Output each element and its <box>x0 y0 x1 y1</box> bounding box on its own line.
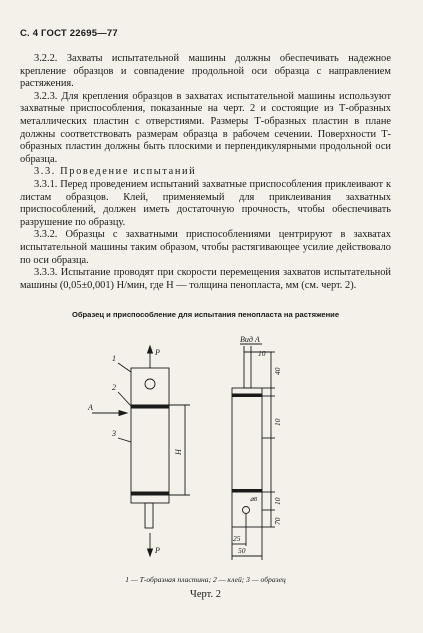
dim-10-mid: 10 <box>273 418 282 426</box>
side-stem-top <box>244 352 251 388</box>
paragraph-3-3-1: 3.3.1. Перед проведением испытаний захватные приспособления приклеивают к листам образцов. Клей, применяемый для приклеивания захватных приспособлений, должен иметь достаточную прочность, чтобы обеспечивать разрушение по образцу. <box>20 178 391 228</box>
view-a-label: Вид А <box>240 335 260 344</box>
glue-bottom <box>131 492 169 495</box>
t-plate-bottom-flange <box>131 495 169 503</box>
dim-70: 70 <box>273 517 282 525</box>
diameter-label: ⌀8 <box>250 496 258 503</box>
a-arrow-label: A <box>88 403 93 412</box>
paragraph-3-2-3: 3.2.3. Для крепления образцов в захватах испытательной машины используют захватные приспособления, показанные на черт. 2 и состоящие из Т-образных металлических пластин с отверстиями. Размеры Т-образных пластин в плане должны соответствовать размерам образца в рабочем сечении. Поверхности Т-образных пластин должны быть плоскими и перпендикулярными продольной оси образца. <box>20 90 391 165</box>
page-header: С. 4 ГОСТ 22695—77 <box>20 28 118 39</box>
side-specimen <box>232 397 262 490</box>
t-plate-bottom-stem <box>145 503 153 528</box>
dim-10-low: 10 <box>273 497 282 505</box>
dim-40: 40 <box>273 367 282 375</box>
dim-25: 25 <box>233 534 241 543</box>
label-2: 2 <box>112 383 116 392</box>
label-1: 1 <box>112 354 116 363</box>
side-view <box>232 335 282 560</box>
front-view <box>87 346 190 556</box>
specimen <box>131 408 169 492</box>
figure-caption: 1 — Т-образная пластина; 2 — клей; 3 — образец <box>125 575 286 584</box>
label-3: 3 <box>112 429 116 438</box>
t-plate-top <box>131 368 169 405</box>
side-flange-top <box>232 388 262 394</box>
side-hole <box>243 507 250 514</box>
figure-title: Образец и приспособление для испытания пенопласта на растяжение <box>71 310 340 319</box>
paragraph-3-3-3: 3.3.3. Испытание проводят при скорости перемещения захватов испытательной машины (0,05±0,001) H/мин, где H — толщина пенопласта, мм (см. черт. 2). <box>20 267 391 291</box>
dim-10-top: 10 <box>258 349 266 358</box>
paragraph-3-3-2: 3.3.2. Образцы с захватными приспособлениями центрируют в захватах испытательной машины таким образом, чтобы растягивающее усилие действовало по оси образца. <box>20 229 391 266</box>
glue-top <box>131 405 169 408</box>
drawing-number: Черт. 2 <box>190 589 221 600</box>
hole-top <box>145 379 155 389</box>
paragraph-3-2-2: 3.2.2. Захваты испытательной машины должны обеспечивать надежное крепление образцов и совпадение продольной оси образца с направлением растяжения. <box>20 53 391 90</box>
dim-50: 50 <box>238 546 246 555</box>
p-label-top: P <box>155 348 160 357</box>
p-label-bottom: P <box>155 546 160 555</box>
h-label: H <box>174 449 183 455</box>
side-plate-bottom <box>232 492 262 527</box>
section-heading-3-3: 3.3. Проведение испытаний <box>34 166 197 178</box>
